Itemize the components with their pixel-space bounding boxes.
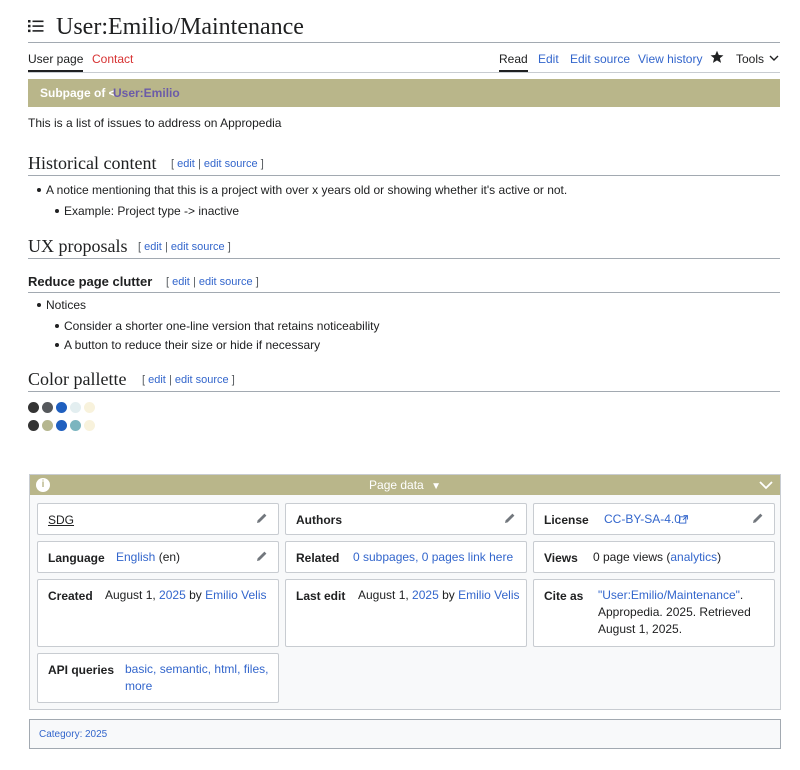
links-here-link[interactable]: 0 pages link here bbox=[421, 550, 514, 564]
language-value: English (en) bbox=[116, 550, 181, 564]
edit-link[interactable]: edit bbox=[144, 241, 162, 253]
last-edit-author-link[interactable]: Emilio Velis bbox=[458, 588, 520, 602]
created-author-link[interactable]: Emilio Velis bbox=[205, 588, 267, 602]
edit-link[interactable]: edit bbox=[172, 276, 190, 288]
related-label: Related bbox=[296, 551, 340, 565]
star-watch-icon[interactable] bbox=[710, 50, 724, 64]
intro-text: This is a list of issues to address on Appropedia bbox=[28, 116, 282, 130]
category-link[interactable]: 2025 bbox=[85, 729, 108, 740]
views-value: 0 page views (analytics) bbox=[593, 550, 722, 564]
api-files-link[interactable]: files bbox=[243, 662, 266, 676]
edit-source-link[interactable]: edit source bbox=[174, 374, 229, 386]
collapse-chevron-icon[interactable] bbox=[758, 477, 774, 493]
api-html-link[interactable]: html bbox=[214, 662, 238, 676]
list-item: A notice mentioning that this is a project with over x years old or showing whether it's active or not. bbox=[46, 183, 568, 197]
section-heading: Color pallette bbox=[28, 369, 127, 389]
external-link-icon bbox=[679, 515, 688, 524]
subpage-prefix: Subpage of < bbox=[40, 86, 116, 100]
edit-source-link[interactable]: edit source bbox=[170, 241, 225, 253]
card-license bbox=[533, 503, 775, 535]
category-box bbox=[29, 719, 781, 749]
pencil-icon[interactable] bbox=[752, 512, 764, 524]
edit-source-link[interactable]: edit source bbox=[198, 276, 253, 288]
edit-source-link[interactable]: edit source bbox=[203, 158, 258, 170]
tab-read[interactable]: Read bbox=[499, 51, 528, 72]
api-basic-link[interactable]: basic bbox=[125, 662, 154, 676]
cite-as-label: Cite as bbox=[544, 589, 584, 603]
api-queries-label: API queries bbox=[48, 663, 115, 677]
list-item: Consider a shorter one-line version that retains noticeability bbox=[64, 319, 380, 333]
bullet bbox=[37, 188, 41, 192]
pencil-icon[interactable] bbox=[256, 512, 268, 524]
section-edit-links: [ edit | edit source ] bbox=[138, 241, 231, 253]
color-swatch bbox=[56, 402, 67, 413]
dropdown-arrow-icon: ▼ bbox=[431, 481, 441, 492]
section-edit-links: [ edit | edit source ] bbox=[166, 276, 259, 288]
tab-view-history[interactable]: View history bbox=[638, 52, 703, 66]
pencil-icon[interactable] bbox=[504, 512, 516, 524]
api-queries-value: basic, semantic, html, files, more bbox=[125, 662, 269, 693]
cite-title-link[interactable]: "User:Emilio/Maintenance" bbox=[598, 588, 740, 602]
authors-label: Authors bbox=[296, 513, 342, 527]
last-edit-label: Last edit bbox=[296, 589, 346, 603]
analytics-link[interactable]: analytics bbox=[670, 550, 718, 564]
created-value: August 1, 2025 by Emilio Velis bbox=[105, 588, 267, 602]
category-label[interactable]: Category: bbox=[39, 729, 83, 740]
section-edit-links: [ edit | edit source ] bbox=[171, 158, 264, 170]
tab-edit[interactable]: Edit bbox=[538, 52, 559, 66]
chevron-down-icon[interactable] bbox=[769, 55, 779, 62]
section-reduce-page-clutter bbox=[28, 272, 780, 293]
subpages-link[interactable]: 0 subpages bbox=[353, 550, 416, 564]
section-edit-links: [ edit | edit source ] bbox=[142, 374, 235, 386]
bullet bbox=[55, 209, 59, 213]
tools-menu[interactable]: Tools bbox=[736, 52, 765, 66]
table-of-contents-icon[interactable] bbox=[28, 19, 44, 33]
card-authors bbox=[285, 503, 527, 535]
subpage-banner bbox=[28, 79, 780, 107]
card-sdg bbox=[37, 503, 279, 535]
cite-as-value: "User:Emilio/Maintenance". Appropedia. 2025. Retrieved August 1, 2025. bbox=[598, 588, 751, 636]
info-icon: i bbox=[36, 478, 50, 492]
color-swatch bbox=[56, 420, 67, 431]
bullet bbox=[37, 303, 41, 307]
section-heading: Reduce page clutter bbox=[28, 274, 153, 289]
sdg-label[interactable]: SDG bbox=[48, 513, 75, 527]
section-color-pallette bbox=[28, 369, 780, 392]
color-swatch bbox=[42, 402, 53, 413]
page-tabs bbox=[28, 48, 780, 73]
section-historical-content bbox=[28, 153, 780, 176]
bullet bbox=[55, 324, 59, 328]
color-swatch bbox=[84, 420, 95, 431]
tab-user-page[interactable]: User page bbox=[28, 51, 83, 72]
list-item: A button to reduce their size or hide if necessary bbox=[64, 338, 321, 352]
license-link[interactable]: CC-BY-SA-4.0 bbox=[604, 512, 681, 526]
edit-link[interactable]: edit bbox=[177, 158, 195, 170]
page-data-box bbox=[29, 474, 781, 710]
color-swatch bbox=[28, 402, 39, 413]
tab-contact[interactable]: Contact bbox=[92, 52, 134, 66]
section-ux-proposals bbox=[28, 236, 780, 259]
color-swatch bbox=[42, 420, 53, 431]
card-views bbox=[533, 541, 775, 573]
color-swatch bbox=[84, 402, 95, 413]
list-item: Example: Project type -> inactive bbox=[64, 204, 240, 218]
page-title: User:Emilio/Maintenance bbox=[56, 14, 304, 40]
edit-link[interactable]: edit bbox=[148, 374, 166, 386]
language-label: Language bbox=[48, 551, 105, 565]
page-data-title: Page data ▼ bbox=[369, 478, 441, 492]
card-last-edit bbox=[285, 579, 527, 647]
created-year-link[interactable]: 2025 bbox=[159, 588, 186, 602]
title-row bbox=[28, 12, 780, 43]
page-data-header[interactable] bbox=[30, 475, 780, 495]
api-more-link[interactable]: more bbox=[125, 679, 153, 693]
card-api-queries bbox=[37, 653, 279, 703]
license-label: License bbox=[544, 513, 589, 527]
created-label: Created bbox=[48, 589, 93, 603]
card-created bbox=[37, 579, 279, 647]
api-semantic-link[interactable]: semantic bbox=[159, 662, 208, 676]
last-edit-value: August 1, 2025 by Emilio Velis bbox=[358, 588, 520, 602]
bullet bbox=[55, 343, 59, 347]
views-label: Views bbox=[544, 551, 578, 565]
color-swatch bbox=[70, 420, 81, 431]
card-language bbox=[37, 541, 279, 573]
subpage-parent-link[interactable]: User:Emilio bbox=[113, 86, 180, 100]
list-item: Notices bbox=[46, 298, 87, 312]
pencil-icon[interactable] bbox=[256, 550, 268, 562]
related-value: 0 subpages, 0 pages link here bbox=[353, 550, 514, 564]
color-swatch bbox=[70, 402, 81, 413]
language-link[interactable]: English bbox=[116, 550, 156, 564]
card-cite-as bbox=[533, 579, 775, 647]
section-heading: Historical content bbox=[28, 153, 157, 173]
color-swatch bbox=[28, 420, 39, 431]
section-heading: UX proposals bbox=[28, 236, 128, 256]
tab-edit-source[interactable]: Edit source bbox=[570, 52, 631, 66]
card-related bbox=[285, 541, 527, 573]
last-edit-year-link[interactable]: 2025 bbox=[412, 588, 439, 602]
